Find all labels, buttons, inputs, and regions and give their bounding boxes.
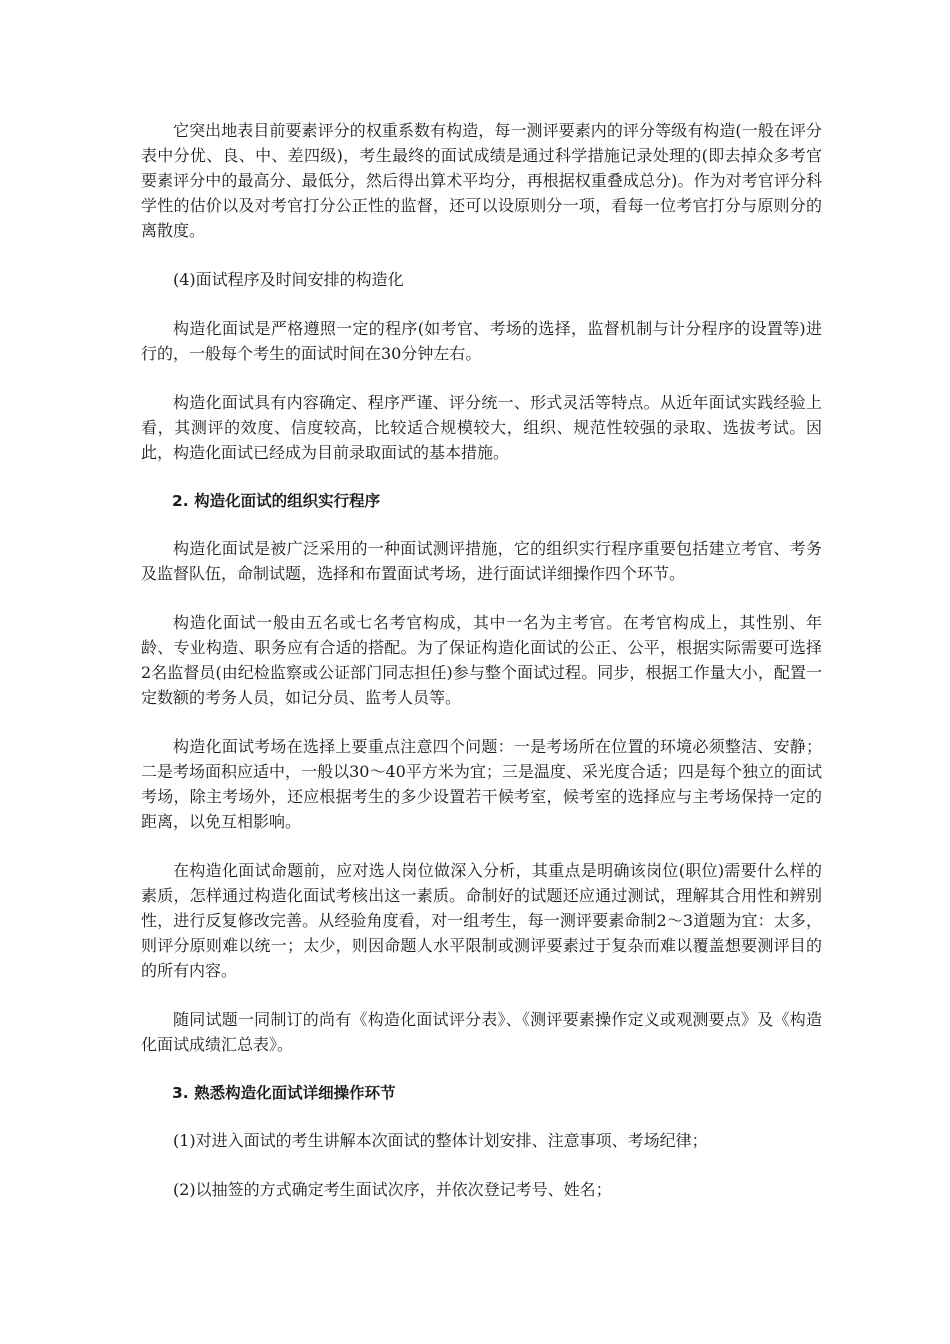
section-heading-2: 2. 构造化面试的组织实行程序 bbox=[172, 492, 381, 510]
list-item-2: (2)以抽签的方式确定考生面试次序，并依次登记考号、姓名； bbox=[173, 1180, 612, 1199]
paragraph-venue: 构造化面试考场在选择上要重点注意四个问题：一是考场所在位置的环境必须整洁、安静；二是考场面积应适中，一般以30～40平方米为宜；三是温度、采光度合适；四是每个独立的面试考场，除主考场外，还应根据考生的多少设置若干候考室，候考室的选择应与主考场保持一定的距离，以免互相影响。 bbox=[141, 737, 822, 831]
paragraph-procedure: 构造化面试是严格遵照一定的程序(如考官、考场的选择，监督机制与计分程序的设置等)进行的，一般每个考生的面试时间在30分钟左右。 bbox=[141, 319, 822, 363]
paragraph-forms: 随同试题一同制订的尚有《构造化面试评分表》、《测评要素操作定义或观测要点》及《构造化面试成绩汇总表》。 bbox=[141, 1010, 822, 1054]
paragraph-question-design: 在构造化面试命题前，应对选人岗位做深入分析，其重点是明确该岗位(职位)需要什么样的素质，怎样通过构造化面试考核出这一素质。命制好的试题还应通过测试，理解其合用性和辨别性，进行反复修改完善。从经验角度看，对一组考生，每一测评要素命制2～3道题为宜：太多，则评分原则难以统一；太少，则因命题人水平限制或测评要素过于复杂而难以覆盖想要测评目的的所有内容。 bbox=[141, 861, 822, 980]
subheading-procedure-time: (4)面试程序及时间安排的构造化 bbox=[173, 270, 404, 289]
section-heading-3: 3. 熟悉构造化面试详细操作环节 bbox=[172, 1084, 396, 1102]
paragraph-scoring-structure: 它突出地表目前要素评分的权重系数有构造，每一测评要素内的评分等级有构造(一般在评分表中分优、良、中、差四级)，考生最终的面试成绩是通过科学措施记录处理的(即去掉众多考官要素评分中的最高分、最低分，然后得出算术平均分，再根据权重叠成总分)。作为对考官评分科学性的估价以及对考官打分公正性的监督，还可以设原则分一项，看每一位考官打分与原则分的离散度。 bbox=[141, 121, 822, 240]
paragraph-features: 构造化面试具有内容确定、程序严谨、评分统一、形式灵活等特点。从近年面试实践经验上看，其测评的效度、信度较高，比较适合规模较大，组织、规范性较强的录取、选拔考试。因此，构造化面试已经成为目前录取面试的基本措施。 bbox=[141, 393, 822, 462]
paragraph-organization: 构造化面试是被广泛采用的一种面试测评措施，它的组织实行程序重要包括建立考官、考务及监督队伍，命制试题，选择和布置面试考场，进行面试详细操作四个环节。 bbox=[141, 539, 822, 583]
paragraph-examiners: 构造化面试一般由五名或七名考官构成，其中一名为主考官。在考官构成上，其性别、年龄、专业构造、职务应有合适的搭配。为了保证构造化面试的公正、公平，根据实际需要可选择2名监督员(由纪检监察或公证部门同志担任)参与整个面试过程。同步，根据工作量大小，配置一定数额的考务人员，如记分员、监考人员等。 bbox=[141, 613, 822, 707]
list-item-1: (1)对进入面试的考生讲解本次面试的整体计划安排、注意事项、考场纪律； bbox=[173, 1131, 708, 1150]
